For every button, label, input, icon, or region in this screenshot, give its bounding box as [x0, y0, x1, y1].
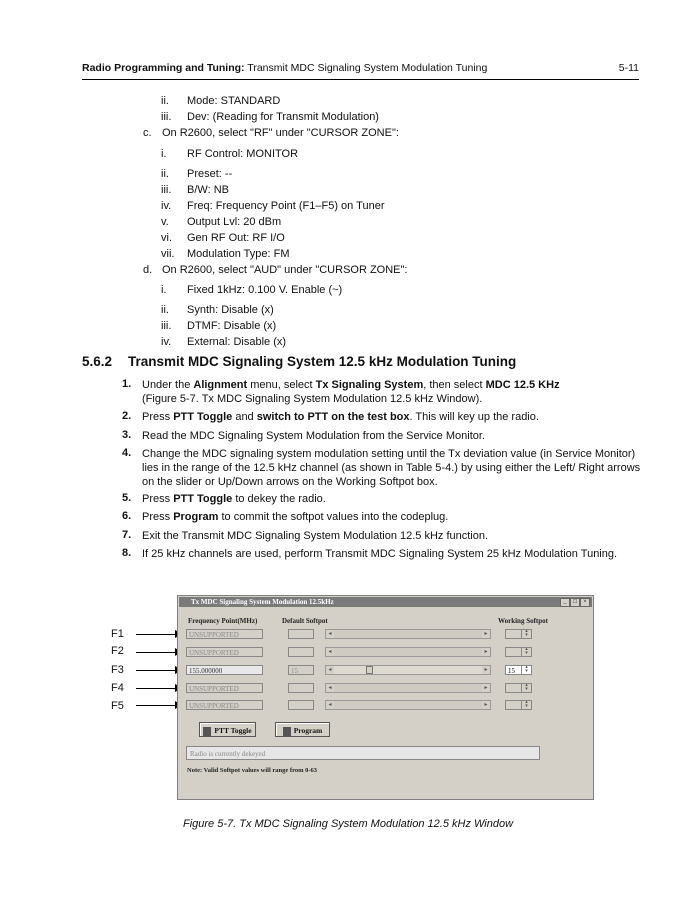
working-softpot-value: 15 — [508, 667, 515, 675]
ptt-icon — [203, 727, 211, 736]
step-bold: Alignment — [193, 379, 248, 391]
list-item-number: iii. — [161, 320, 172, 332]
slider-left-icon[interactable]: ◂ — [326, 630, 334, 638]
working-softpot-spinner[interactable] — [505, 665, 532, 675]
list-item: Gen RF Out: RF I/O — [187, 232, 285, 244]
page-number: 5-11 — [618, 62, 639, 74]
step-bold: PTT Toggle — [173, 493, 233, 505]
frequency-field: UNSUPPORTED — [186, 683, 263, 693]
list-item: B/W: NB — [187, 184, 229, 196]
step-text: (Figure 5-7. Tx MDC Signaling System Modulation 12.5 kHz Window). — [142, 393, 483, 405]
list-item: On R2600, select "RF" under "CURSOR ZONE": — [162, 127, 399, 139]
working-softpot-spinner[interactable] — [505, 647, 532, 657]
arrow-icon — [136, 670, 181, 671]
softpot-slider[interactable] — [325, 629, 491, 639]
close-icon[interactable]: × — [580, 598, 590, 607]
maximize-icon[interactable]: □ — [570, 598, 580, 607]
step-bold: MDC 12.5 KHz — [485, 379, 560, 391]
list-item: External: Disable (x) — [187, 336, 287, 348]
window-title: Tx MDC Signaling System Modulation 12.5kHz — [191, 598, 334, 606]
step-bold: switch to PTT on the test box — [256, 411, 410, 423]
step-number: 8. — [122, 547, 132, 559]
list-item: Modulation Type: FM — [187, 248, 290, 260]
step-text: Change the MDC signaling system modulation setting until the Tx deviation value (in Service Monitor) lies in the range of the 12.5 kHz channel (as shown in Table 5-4.) by using either the Left/ Right arrows on the slider or Up/Down arrows on the Working Softpot box. — [142, 448, 641, 488]
list-item: Synth: Disable (x) — [187, 304, 274, 316]
slider-right-icon[interactable]: ▸ — [482, 666, 490, 674]
list-item-number: ii. — [161, 168, 169, 180]
header-title: Transmit MDC Signaling System Modulation Tuning — [247, 62, 488, 74]
list-item: Mode: STANDARD — [187, 95, 281, 107]
arrow-icon — [136, 688, 181, 689]
slider-left-icon[interactable]: ◂ — [326, 648, 334, 656]
slider-right-icon[interactable]: ▸ — [482, 701, 490, 709]
column-header-working: Working Softpot — [498, 617, 548, 625]
list-item: Preset: -- — [187, 168, 233, 180]
step-text: to dekey the radio. — [232, 493, 326, 505]
step-text: and — [232, 411, 257, 423]
spinner-icon[interactable]: ▴ ▾ — [521, 648, 531, 656]
step-text: to commit the softpot values into the codeplug. — [218, 511, 449, 523]
slider-left-icon[interactable]: ◂ — [326, 684, 334, 692]
section-title: Transmit MDC Signaling System 12.5 kHz Modulation Tuning — [128, 354, 517, 369]
list-item: Output Lvl: 20 dBm — [187, 216, 282, 228]
list-item-letter: d. — [143, 264, 153, 276]
frequency-point-label: F1 — [111, 628, 124, 640]
step-text: menu, select — [247, 379, 316, 391]
spinner-icon[interactable]: ▴ ▾ — [521, 630, 531, 638]
spinner-icon[interactable]: ▴ ▾ — [521, 684, 531, 692]
list-item: Dev: (Reading for Transmit Modulation) — [187, 111, 379, 123]
softpot-slider[interactable] — [325, 700, 491, 710]
figure-caption: Figure 5-7. Tx MDC Signaling System Modulation 12.5 kHz Window — [183, 818, 514, 830]
step-number: 5. — [122, 492, 132, 504]
section-heading — [82, 354, 516, 369]
default-softpot-field — [288, 647, 314, 657]
ptt-toggle-button[interactable] — [199, 722, 256, 737]
frequency-point-label: F2 — [111, 645, 124, 657]
slider-left-icon[interactable]: ◂ — [326, 666, 334, 674]
step-text: If 25 kHz channels are used, perform Transmit MDC Signaling System 25 kHz Modulation Tuning. — [142, 548, 618, 560]
frequency-point-label: F3 — [111, 664, 124, 676]
step-bold: Program — [173, 511, 219, 523]
softpot-note: Note: Valid Softpot values will range from 0-63 — [187, 767, 318, 774]
list-item-number: iv. — [161, 336, 172, 348]
header-title-bold: Radio Programming and Tuning: — [82, 62, 245, 74]
default-softpot-field — [288, 700, 314, 710]
ptt-toggle-label: PTT Toggle — [214, 726, 252, 735]
program-icon — [283, 727, 291, 736]
list-item-number: ii. — [161, 95, 169, 107]
list-item-number: vi. — [161, 232, 172, 244]
list-item-number: ii. — [161, 304, 169, 316]
working-softpot-spinner[interactable] — [505, 700, 532, 710]
step-bold: PTT Toggle — [173, 411, 233, 423]
list-item: DTMF: Disable (x) — [187, 320, 277, 332]
program-button[interactable] — [275, 722, 330, 737]
softpot-slider[interactable] — [325, 683, 491, 693]
default-softpot-field — [288, 683, 314, 693]
list-item-number: iv. — [161, 200, 172, 212]
column-header-default: Default Softpot — [282, 617, 328, 625]
status-bar: Radio is currently dekeyed — [186, 746, 540, 760]
step-number: 3. — [122, 429, 132, 441]
header-rule — [82, 79, 639, 80]
list-item: RF Control: MONITOR — [187, 148, 299, 160]
spinner-icon[interactable]: ▴ ▾ — [521, 701, 531, 709]
frequency-field: UNSUPPORTED — [186, 629, 263, 639]
step-bold: Tx Signaling System — [315, 379, 424, 391]
step-number: 4. — [122, 447, 132, 459]
list-item-number: iii. — [161, 111, 172, 123]
working-softpot-spinner[interactable] — [505, 683, 532, 693]
list-item-number: iii. — [161, 184, 172, 196]
list-item-number: i. — [161, 284, 167, 296]
frequency-point-label: F5 — [111, 700, 124, 712]
frequency-field: UNSUPPORTED — [186, 647, 263, 657]
tuning-window — [177, 595, 594, 800]
step-text: Press — [142, 493, 174, 505]
step-text: Press — [142, 511, 174, 523]
step-text: Exit the Transmit MDC Signaling System Modulation 12.5 kHz function. — [142, 530, 489, 542]
frequency-field: UNSUPPORTED — [186, 700, 263, 710]
step-text: , then select — [423, 379, 486, 391]
arrow-icon — [136, 652, 181, 653]
window-titlebar — [179, 597, 592, 607]
step-text: Under the — [142, 379, 194, 391]
list-item: Freq: Frequency Point (F1–F5) on Tuner — [187, 200, 385, 212]
slider-right-icon[interactable]: ▸ — [482, 684, 490, 692]
frequency-point-label: F4 — [111, 682, 124, 694]
default-softpot-field — [288, 629, 314, 639]
column-header-frequency: Frequency Point(MHz) — [188, 617, 258, 625]
slider-thumb[interactable] — [366, 666, 373, 674]
list-item: On R2600, select "AUD" under "CURSOR ZONE": — [162, 264, 408, 276]
list-item-letter: c. — [143, 127, 152, 139]
slider-right-icon[interactable]: ▸ — [482, 648, 490, 656]
step-text: Press — [142, 411, 174, 423]
softpot-slider[interactable] — [325, 647, 491, 657]
default-softpot-field: 15 — [288, 665, 314, 675]
step-number: 6. — [122, 510, 132, 522]
slider-left-icon[interactable]: ◂ — [326, 701, 334, 709]
arrow-icon — [136, 634, 181, 635]
step-number: 2. — [122, 410, 132, 422]
step-number: 1. — [122, 378, 132, 390]
running-header — [82, 62, 487, 74]
spinner-icon[interactable]: ▴ ▾ — [521, 666, 531, 674]
list-item-number: i. — [161, 148, 167, 160]
step-text: . This will key up the radio. — [409, 411, 539, 423]
softpot-slider[interactable] — [325, 665, 491, 675]
minimize-icon[interactable]: _ — [560, 598, 570, 607]
working-softpot-spinner[interactable] — [505, 629, 532, 639]
section-number: 5.6.2 — [82, 354, 113, 369]
frequency-field: 155.000000 — [186, 665, 263, 675]
slider-right-icon[interactable]: ▸ — [482, 630, 490, 638]
program-label: Program — [293, 726, 323, 735]
step-text: Read the MDC Signaling System Modulation from the Service Monitor. — [142, 430, 485, 442]
list-item-number: v. — [161, 216, 169, 228]
arrow-icon — [136, 705, 181, 706]
list-item-number: vii. — [161, 248, 175, 260]
list-item: Fixed 1kHz: 0.100 V. Enable (~) — [187, 284, 343, 296]
step-number: 7. — [122, 529, 132, 541]
